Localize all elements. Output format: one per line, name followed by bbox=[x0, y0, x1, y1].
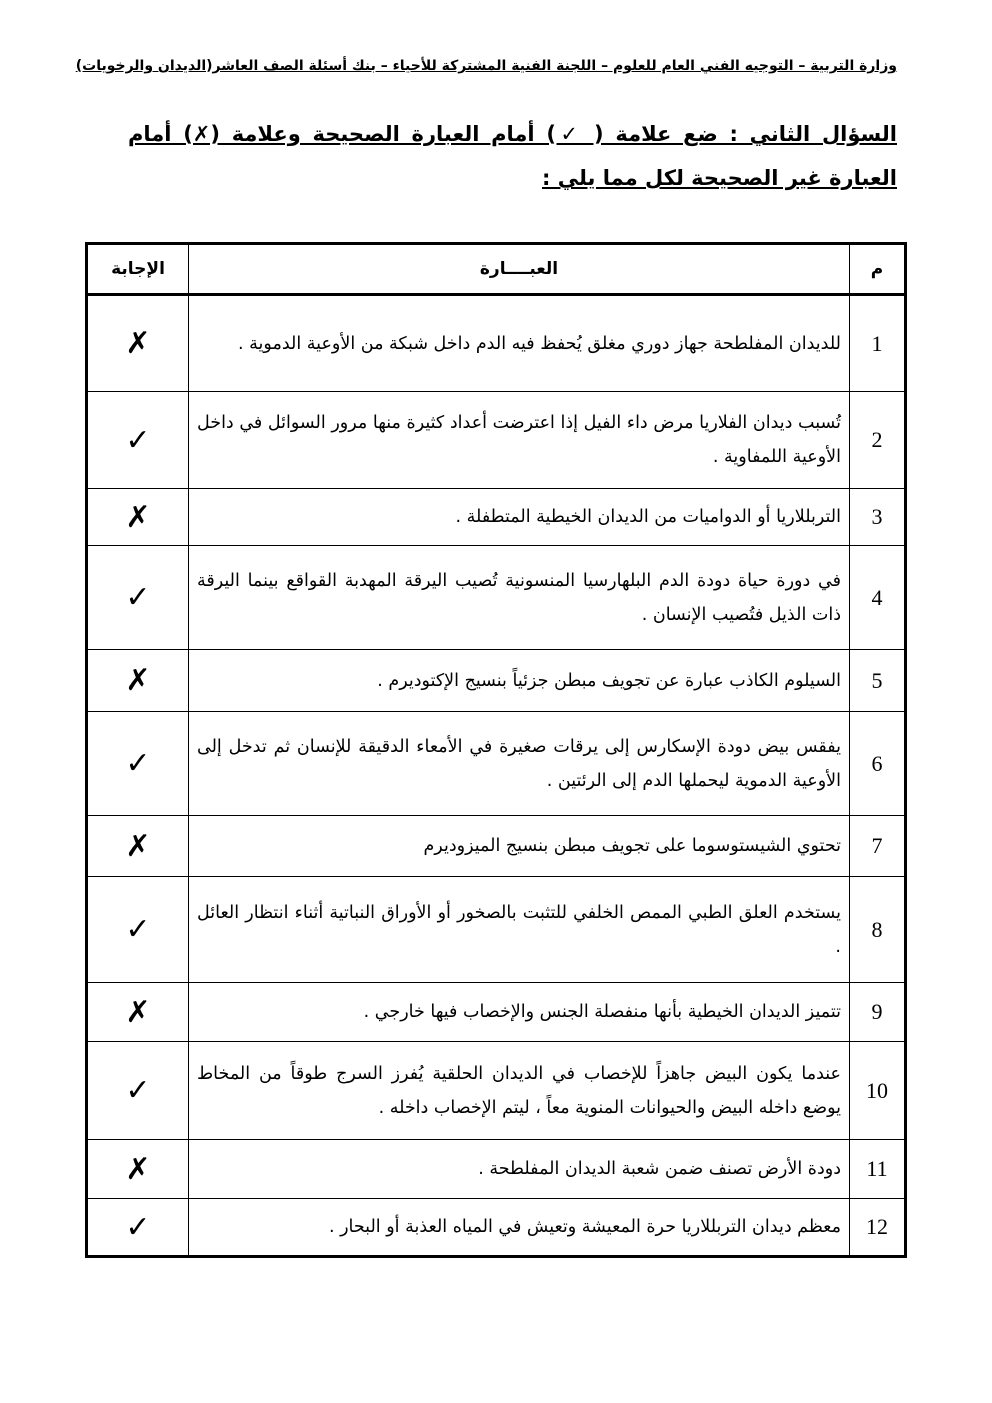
row-number: 8 bbox=[850, 877, 906, 983]
row-number: 2 bbox=[850, 392, 906, 489]
row-statement: دودة الأرض تصنف ضمن شعبة الديدان المفلطحة . bbox=[189, 1140, 850, 1199]
table-row bbox=[87, 546, 906, 650]
table-header-row bbox=[87, 244, 906, 295]
row-statement: تتميز الديدان الخيطية بأنها منفصلة الجنس والإخصاب فيها خارجي . bbox=[189, 983, 850, 1042]
cross-mark-icon: ✗ bbox=[87, 489, 189, 546]
table-row bbox=[87, 983, 906, 1042]
row-statement: تحتوي الشيستوسوما على تجويف مبطن بنسيج الميزوديرم bbox=[189, 816, 850, 877]
table-row bbox=[87, 1199, 906, 1257]
cross-mark-icon: ✗ bbox=[87, 816, 189, 877]
table-row bbox=[87, 816, 906, 877]
table-row bbox=[87, 295, 906, 392]
header-answer: الإجابة bbox=[87, 244, 189, 295]
table-row bbox=[87, 1140, 906, 1199]
table-row bbox=[87, 712, 906, 816]
row-number: 12 bbox=[850, 1199, 906, 1257]
row-number: 1 bbox=[850, 295, 906, 392]
question-title bbox=[128, 112, 897, 200]
row-number: 5 bbox=[850, 650, 906, 712]
check-mark-icon: ✓ bbox=[87, 1199, 189, 1257]
header-statement: العبــــارة bbox=[189, 244, 850, 295]
row-statement: السيلوم الكاذب عبارة عن تجويف مبطن جزئياً بنسيج الإكتوديرم . bbox=[189, 650, 850, 712]
row-number: 10 bbox=[850, 1042, 906, 1140]
row-statement: عندما يكون البيض جاهزاً للإخصاب في الديدان الحلقية يُفرز السرج طوقاً من المخاط يوضع داخله البيض والحيوانات المنوية معاً ، ليتم الإخصاب داخله . bbox=[189, 1042, 850, 1140]
row-statement: للديدان المفلطحة جهاز دوري مغلق يُحفظ فيه الدم داخل شبكة من الأوعية الدموية . bbox=[189, 295, 850, 392]
table-row bbox=[87, 650, 906, 712]
row-statement: التربللاريا أو الدواميات من الديدان الخيطية المتطفلة . bbox=[189, 489, 850, 546]
row-statement: في دورة حياة دودة الدم البلهارسيا المنسونية تُصيب اليرقة المهدبة القواقع بينما اليرقة ذات الذيل فتُصيب الإنسان . bbox=[189, 546, 850, 650]
table-row bbox=[87, 489, 906, 546]
row-statement: معظم ديدان التربللاريا حرة المعيشة وتعيش في المياه العذبة أو البحار . bbox=[189, 1199, 850, 1257]
row-number: 7 bbox=[850, 816, 906, 877]
check-mark-icon: ✓ bbox=[87, 1042, 189, 1140]
row-statement: تُسبب ديدان الفلاريا مرض داء الفيل إذا اعترضت أعداد كثيرة منها مرور السوائل في داخل الأوعية اللمفاوية . bbox=[189, 392, 850, 489]
question-title-text: السؤال الثاني : ضع علامة ( ✓) أمام العبارة الصحيحة وعلامة (✗) أمام العبارة غير الصحيحة لكل مما يلي : bbox=[128, 122, 897, 190]
cross-mark-icon: ✗ bbox=[87, 1140, 189, 1199]
page-header: وزارة التربية – التوجيه الفني العام للعلوم – اللجنة الفنية المشتركة للأحياء – بنك أسئلة الصف العاشر(الديدان والرخويات) bbox=[75, 58, 897, 74]
row-number: 6 bbox=[850, 712, 906, 816]
table-row bbox=[87, 877, 906, 983]
answers-table bbox=[85, 242, 907, 1258]
row-number: 11 bbox=[850, 1140, 906, 1199]
row-statement: يستخدم العلق الطبي الممص الخلفي للتثبت بالصخور أو الأوراق النباتية أثناء انتظار العائل . bbox=[189, 877, 850, 983]
cross-mark-icon: ✗ bbox=[87, 650, 189, 712]
cross-mark-icon: ✗ bbox=[87, 295, 189, 392]
check-mark-icon: ✓ bbox=[87, 392, 189, 489]
table-row bbox=[87, 1042, 906, 1140]
row-number: 3 bbox=[850, 489, 906, 546]
table-row bbox=[87, 392, 906, 489]
header-number: م bbox=[850, 244, 906, 295]
check-mark-icon: ✓ bbox=[87, 877, 189, 983]
row-number: 9 bbox=[850, 983, 906, 1042]
row-statement: يفقس بيض دودة الإسكارس إلى يرقات صغيرة في الأمعاء الدقيقة للإنسان ثم تدخل إلى الأوعية الدموية ليحملها الدم إلى الرئتين . bbox=[189, 712, 850, 816]
check-mark-icon: ✓ bbox=[87, 546, 189, 650]
cross-mark-icon: ✗ bbox=[87, 983, 189, 1042]
row-number: 4 bbox=[850, 546, 906, 650]
check-mark-icon: ✓ bbox=[87, 712, 189, 816]
